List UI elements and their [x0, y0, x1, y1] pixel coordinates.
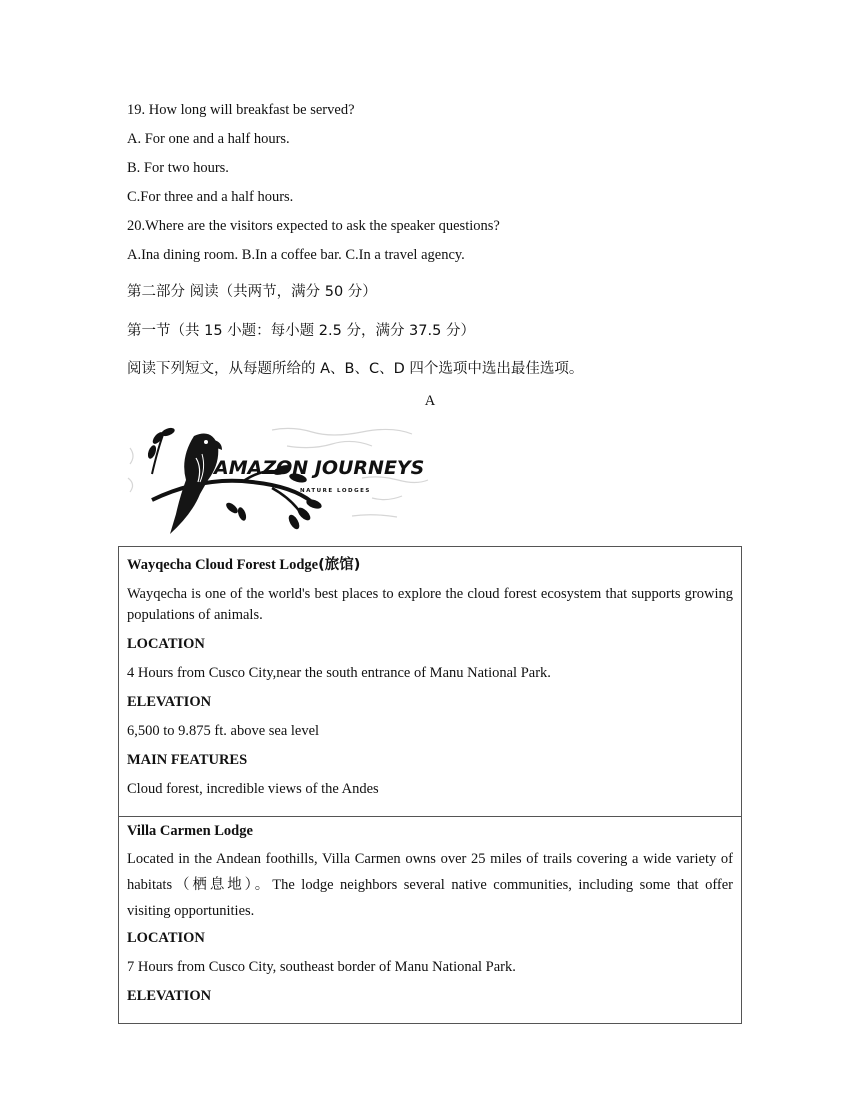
question-19-option-c: C.For three and a half hours.: [127, 189, 294, 205]
elevation-value: 6,500 to 9.875 ft. above sea level: [127, 723, 320, 739]
section-subtitle: 第一节（共 15 小题：每小题 2.5 分，满分 37.5 分）: [127, 323, 475, 339]
lodge-description: Located in the Andean foothills, Villa Carmen owns over 25 miles of trails covering a wide variety of habitats（栖息地）。The lodge neighbors several native communities, including some that offer visiting opportunities.: [127, 851, 734, 919]
features-heading: MAIN FEATURES: [127, 752, 248, 768]
question-19-option-a: A. For one and a half hours.: [127, 131, 290, 147]
lodge-info-table: [118, 546, 742, 1024]
elevation-heading: ELEVATION: [127, 694, 212, 710]
lodge-name: Villa Carmen Lodge: [127, 823, 253, 839]
logo-text: AMAZON JOURNEYS: [214, 457, 425, 479]
passage-label: A: [424, 393, 436, 409]
question-19-option-b: B. For two hours.: [127, 160, 229, 176]
location-heading: LOCATION: [127, 636, 205, 652]
lodge-description: Wayqecha is one of the world's best places to explore the cloud forest ecosystem that supports growing populations of animals.: [127, 586, 733, 623]
amazon-journeys-logo: [122, 418, 432, 538]
part-title: 第二部分 阅读（共两节，满分 50 分）: [127, 284, 377, 300]
elevation-heading: ELEVATION: [127, 988, 212, 1004]
habitat-cn: （栖息地）。: [172, 877, 273, 893]
features-value: Cloud forest, incredible views of the Andes: [127, 781, 379, 797]
question-20-options: A.Ina dining room. B.In a coffee bar. C.In a travel agency.: [127, 247, 465, 263]
lodge-row-villa-carmen: [119, 817, 742, 1024]
logo-subtext: NATURE LODGES: [300, 488, 371, 494]
instruction: 阅读下列短文，从每题所给的 A、B、C、D 四个选项中选出最佳选项。: [127, 361, 584, 377]
parrot-on-branch-icon: [122, 418, 432, 538]
lodge-row-wayqecha: [119, 547, 742, 817]
question-19: 19. How long will breakfast be served?: [127, 102, 355, 118]
location-heading: LOCATION: [127, 930, 205, 946]
location-value: 4 Hours from Cusco City,near the south entrance of Manu National Park.: [127, 665, 551, 681]
lodge-name-cn: (旅馆): [318, 557, 361, 573]
lodge-name: Wayqecha Cloud Forest Lodge(旅馆): [127, 557, 361, 573]
location-value: 7 Hours from Cusco City, southeast border of Manu National Park.: [127, 959, 516, 975]
question-20: 20.Where are the visitors expected to ask the speaker questions?: [127, 218, 500, 234]
